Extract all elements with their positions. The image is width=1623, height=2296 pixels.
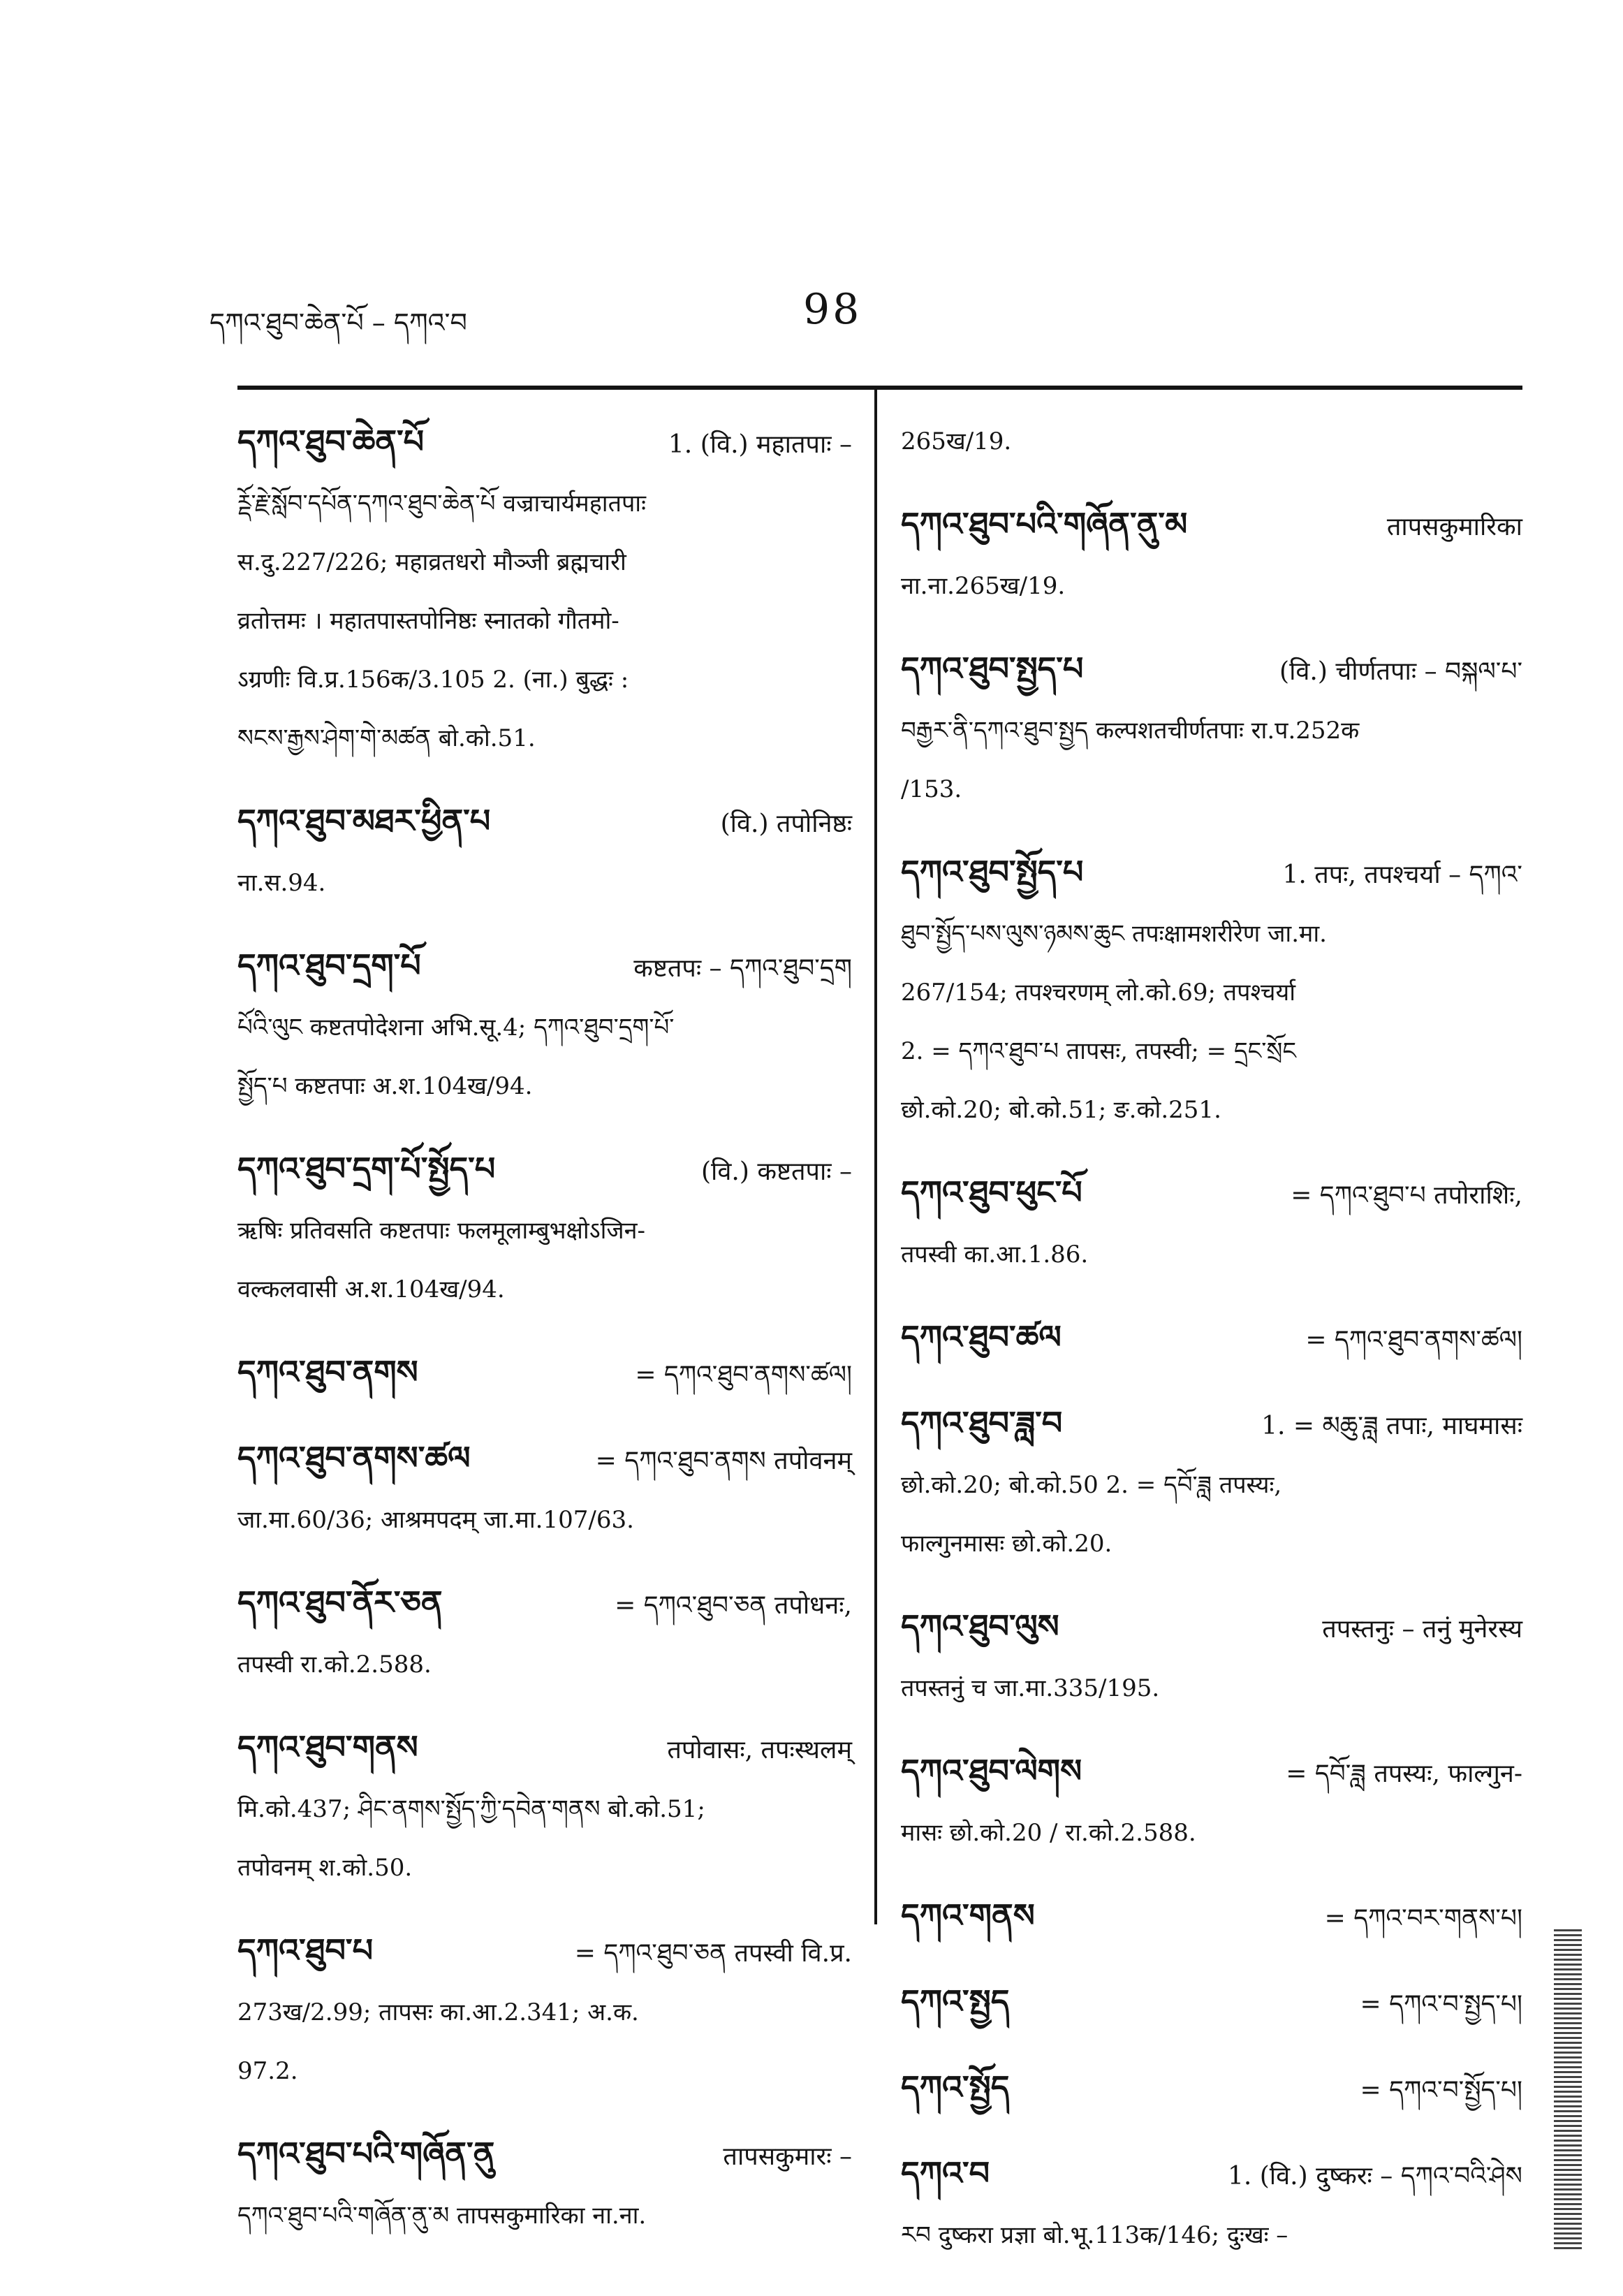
dictionary-entry: [901, 2144, 1522, 2265]
entry-headline: [901, 1308, 1522, 1370]
right-column: [901, 412, 1522, 2288]
entry-body-line: /153.: [901, 775, 962, 803]
headword: དཀའ་ཐུབ་པའི་གཞོན་ནུ: [237, 2135, 495, 2172]
entry-body-line: 265ख/19.: [901, 427, 1012, 455]
entry-body-line: 97.2.: [237, 2057, 298, 2085]
headword: དཀའ་ཐུབ་སྤྱད་པ: [901, 650, 1084, 687]
left-column: [237, 412, 852, 2269]
entry-headline: [237, 1139, 852, 1201]
page-number: 98: [803, 285, 862, 334]
headword-gloss: = དཀའ་བ་སྤྱོད་པ།: [1360, 2076, 1522, 2105]
headword-gloss: = དཀའ་ཐུབ་ཅན तपस्वी वि.प्र.: [574, 1939, 852, 1968]
headword: དཀའ་སྤྱད: [901, 1982, 1010, 2020]
dictionary-entry: [901, 412, 1522, 471]
dictionary-entry: [237, 412, 852, 768]
entry-body-line: ཐུབ་སྤྱོད་པས་ལུས་ཉམས་ཆུང तपःक्षामशरीरेण जा.मा.: [901, 920, 1327, 948]
entry-body-line: छो.को.20; बो.को.50 2. = དབོ་ཟླ तपस्यः,: [901, 1471, 1282, 1499]
entry-body-line: 267/154; तपश्चरणम् लो.को.69; तपश्चर्या: [901, 979, 1296, 1007]
scan-edge-noise: [1554, 1928, 1582, 2249]
entry-body-line: སྤྱོད་པ कष्टतपाः अ.श.104ख/94.: [237, 1072, 533, 1100]
entry-body-line: 273ख/2.99; तापसः का.आ.2.341; अ.क.: [237, 1998, 639, 2026]
entry-body-line: स.दु.227/226; महाव्रतधरो मौञ्जी ब्रह्मचारी: [237, 548, 626, 576]
headword: དཀའ་ཐུབ་ནགས: [237, 1353, 418, 1391]
entry-body-line: जा.मा.60/36; आश्रमपदम् जा.मा.107/63.: [237, 1506, 634, 1534]
headword-gloss: तापसकुमारिका: [1386, 513, 1522, 541]
headword-gloss: तापसकुमारः –: [723, 2142, 852, 2171]
entry-headline: [237, 1428, 852, 1491]
headword-gloss: = དཀའ་ཐུབ་ནགས་ཚལ།: [1305, 1326, 1522, 1354]
entry-headline: [237, 1343, 852, 1405]
entry-body-line: དཀའ་ཐུབ་པའི་གཞོན་ནུ་མ तापसकुमारिका ना.ना.: [237, 2202, 647, 2230]
entry-body-line: ना.स.94.: [237, 869, 326, 897]
dictionary-entry: [237, 936, 852, 1116]
entry-headline: [237, 412, 852, 474]
headword: དཀའ་ཐུབ་ཟླ་བ: [901, 1404, 1063, 1442]
headword: དཀའ་ཐུབ་མཐར་ཕྱིན་པ: [237, 802, 491, 840]
headword-gloss: 1. तपः, तपश्चर्या – དཀའ་: [1282, 861, 1522, 889]
entry-headline: [901, 639, 1522, 701]
headword: དཀའ་ཐུབ་དྲག་པོ: [237, 946, 421, 984]
entry-headline: [901, 1741, 1522, 1804]
dictionary-entry: [237, 1573, 852, 1694]
dictionary-entry: [901, 1741, 1522, 1862]
entry-body-line: छो.को.20; बो.को.51; ङ.को.251.: [901, 1096, 1221, 1124]
entry-headline: [901, 2144, 1522, 2206]
headword: དཀའ་གནས: [901, 1896, 1035, 1934]
dictionary-entry: [237, 1921, 852, 2100]
column-divider: [874, 388, 877, 1924]
dictionary-entry: [901, 1163, 1522, 1284]
entry-headline: [237, 1921, 852, 1983]
headword: དཀའ་སྤྱོད: [901, 2068, 1010, 2106]
entry-body-line: तपस्वी का.आ.1.86.: [901, 1241, 1089, 1268]
entry-body-line: ཪྡོ་རྗེ་སློབ་དཔོན་དཀའ་ཐུབ་ཆེན་པོ वज्राचार्यमहातपाः: [237, 490, 646, 518]
entry-body-line: ऽग्रणीः वि.प्र.156क/3.105 2. (ना.) बुद्धः :: [237, 666, 629, 694]
dictionary-entry: [901, 639, 1522, 819]
headword-gloss: (वि.) तपोनिष्ठः: [720, 810, 852, 838]
dictionary-entry: [901, 495, 1522, 615]
entry-body-line: तपोवनम् श.को.50.: [237, 1854, 413, 1882]
headword: དཀའ་ཐུབ་དྲག་པོ་སྤྱོད་པ: [237, 1150, 496, 1187]
entry-body-line: व्रतोत्तमः । महातपास्तपोनिष्ठः स्नातको गौतमो-: [237, 607, 619, 635]
headword-gloss: (वि.) कष्टतपाः –: [701, 1157, 852, 1186]
dictionary-entry: [901, 1394, 1522, 1573]
dictionary-entry: [901, 2058, 1522, 2120]
entry-headline: [901, 1972, 1522, 2034]
entry-headline: [237, 1718, 852, 1780]
entry-headline: [237, 936, 852, 998]
headword: དཀའ་ཐུབ་ཚལ: [901, 1318, 1062, 1356]
dictionary-entry: [901, 1886, 1522, 1948]
headword: དཀའ་ཐུབ་པའི་གཞོན་ནུ་མ: [901, 505, 1188, 543]
dictionary-entry: [237, 1428, 852, 1549]
headword-gloss: = དཀའ་བར་གནས་པ།: [1324, 1904, 1522, 1933]
headword: དཀའ་ཐུབ་པ: [237, 1931, 374, 1969]
headword-gloss: (वि.) चीर्णतपाः – བསྐལ་པ་: [1279, 657, 1522, 686]
headword-gloss: = དཀའ་ཐུབ་པ तपोराशिः,: [1291, 1181, 1522, 1210]
entry-body-line: वल्कलवासी अ.श.104ख/94.: [237, 1275, 505, 1303]
entry-body-line: རབ दुष्करा प्रज्ञा बो.भू.113क/146; दुःखः –: [901, 2221, 1288, 2249]
headword-gloss: = དཀའ་ཐུབ་ནགས་ཚལ།: [635, 1361, 852, 1389]
headword-gloss: तपस्तनुः – तनुं मुनेरस्य: [1322, 1615, 1522, 1644]
entry-body-line: བརྒྱར་ནི་དཀའ་ཐུབ་སྤྱད कल्पशतचीर्णतपाः रा.प.252क: [901, 717, 1360, 745]
dictionary-entry: [901, 1972, 1522, 2034]
entry-body-line: ना.ना.265ख/19.: [901, 572, 1066, 600]
entry-body-line: ऋषिः प्रतिवसति कष्टतपाः फलमूलाम्बुभक्षोऽजिन-: [237, 1217, 645, 1245]
entry-body-line: སངས་རྒྱས་ཤེག་གེ་མཚན बो.को.51.: [237, 724, 536, 752]
headword: དཀའ་ཐུབ་ཆེན་པོ: [237, 423, 425, 460]
headword-gloss: = དབོ་ཟླ तपस्यः, फाल्गुन-: [1286, 1760, 1522, 1788]
entry-headline: [901, 842, 1522, 905]
headword: དཀའ་ཐུབ་ཕུང་པོ: [901, 1173, 1082, 1211]
dictionary-entry: [237, 1139, 852, 1319]
entry-headline: [237, 1573, 852, 1635]
headword: དཀའ་ཐུབ་ནོར་ཅན: [237, 1584, 443, 1621]
headword: དཀའ་ཐུབ་ལུས: [901, 1607, 1059, 1645]
entry-headline: [237, 2124, 852, 2186]
headword-gloss: 1. (वि.) दुष्करः – དཀའ་བའི་ཤེས: [1227, 2162, 1522, 2191]
headword: དཀའ་ཐུབ་གནས: [237, 1728, 418, 1766]
headword-gloss: कष्टतपः – དཀའ་ཐུབ་དྲག: [633, 954, 852, 983]
dictionary-entry: [237, 1343, 852, 1405]
entry-body-line: པོའི་ལུང कष्टतपोदेशना अभि.सू.4; དཀའ་ཐུབ་དྲག་པོ་: [237, 1014, 675, 1041]
entry-body-line: मासः छो.को.20 / रा.को.2.588.: [901, 1819, 1196, 1847]
entry-headline: [901, 1886, 1522, 1948]
header-rule: [237, 386, 1522, 390]
entry-body-line: मि.को.437; ཤིང་ནགས་སྤྱོད་ཀྱི་དབེན་གནས बो.को.51;: [237, 1795, 705, 1823]
headword-gloss: = དཀའ་ཐུབ་ནགས तपोवनम्: [595, 1447, 852, 1475]
dictionary-entry: [237, 791, 852, 912]
headword-gloss: = དཀའ་ཐུབ་ཅན तपोधनः,: [615, 1591, 852, 1620]
headword: དཀའ་ཐུབ་སྤྱོད་པ: [901, 853, 1084, 891]
entry-body-line: तपस्तनुं च जा.मा.335/195.: [901, 1674, 1160, 1702]
dictionary-entry: [901, 842, 1522, 1139]
dictionary-entry: [901, 1597, 1522, 1718]
headword-gloss: 1. (वि.) महातपाः –: [668, 430, 852, 459]
headword-gloss: 1. = མཆུ་ཟླ तपाः, माघमासः: [1261, 1412, 1522, 1440]
entry-headline: [237, 791, 852, 854]
entry-headline: [901, 495, 1522, 557]
dictionary-entry: [237, 1718, 852, 1897]
entry-body-line: 2. = དཀའ་ཐུབ་པ तापसः, तपस्वी; = དྲང་སྲོང: [901, 1037, 1296, 1065]
entry-headline: [901, 1394, 1522, 1456]
entry-headline: [901, 1597, 1522, 1659]
headword-gloss: = དཀའ་བ་སྤྱད་པ།: [1360, 1990, 1522, 2019]
headword: དཀའ་ཐུབ་ནགས་ཚལ: [237, 1439, 471, 1477]
headword-gloss: तपोवासः, तपःस्थलम्: [667, 1736, 852, 1764]
dictionary-entry: [237, 2124, 852, 2245]
entry-body-line: फाल्गुनमासः छो.को.20.: [901, 1530, 1112, 1558]
entry-headline: [901, 2058, 1522, 2120]
headword: དཀའ་ཐུབ་ལེགས: [901, 1752, 1082, 1790]
dictionary-entry: [901, 1308, 1522, 1370]
entry-body-line: तपस्वी रा.को.2.588.: [237, 1651, 432, 1679]
headword: དཀའ་བ: [901, 2154, 990, 2192]
running-head: དཀའ་ཐུབ་ཆེན་པོ – དཀའ་བ: [210, 307, 467, 338]
entry-headline: [901, 1163, 1522, 1225]
